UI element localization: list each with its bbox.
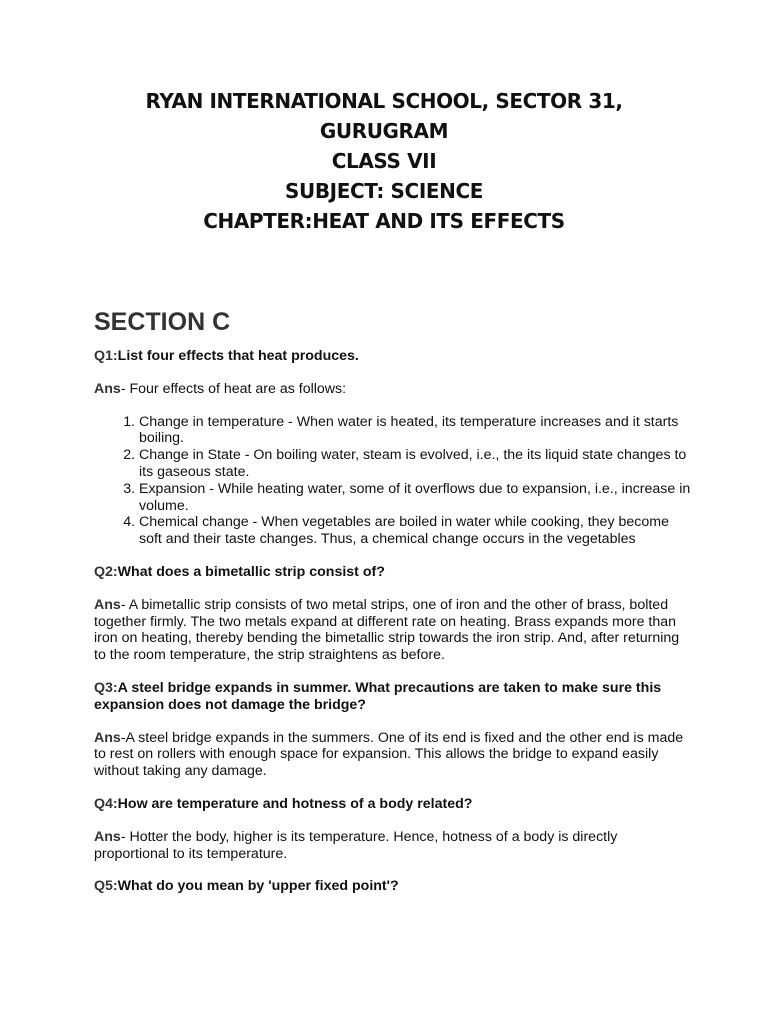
answer-text: - Hotter the body, higher is its temperature. Hence, hotness of a body is directly proportional to its temperature. [94,828,618,862]
school-name: RYAN INTERNATIONAL SCHOOL, SECTOR 31, [145,89,623,113]
question-number: Q4: [94,795,118,812]
list-item: 4. Chemical change - When vegetables are boiled in water while cooking, they become soft and their taste changes. Thus, a chemical change occurs in the vegetables [139,514,694,548]
subject-label: SUBJECT: SCIENCE [284,179,484,203]
question-text: A steel bridge expands in summer. What precautions are taken to make sure this expansion does not damage the bridge? [94,679,662,713]
chapter-label: CHAPTER:HEAT AND ITS EFFECTS [203,209,565,233]
question-number: Q3: [94,679,118,696]
document-header [0,86,768,236]
answer-label: Ans [94,828,121,845]
answer-label: Ans [94,729,121,746]
question-text: List four effects that heat produces. [117,348,359,364]
question-number: Q1: [94,348,118,364]
list-item: 2. Change in State - On boiling water, steam is evolved, i.e., the its liquid state changes to its gaseous state. [139,447,694,481]
question-number: Q5: [94,878,118,895]
question-3 [94,680,694,714]
question-5 [94,878,694,895]
answer-4 [94,829,694,863]
class-label: CLASS VII [331,149,437,173]
answer-text: - Four effects of heat are as follows: [120,380,347,397]
answer-label: Ans [94,380,121,397]
question-text: How are temperature and hotness of a body related? [117,795,473,812]
answer-text: -A steel bridge expands in the summers. One of its end is fixed and the other end is made to rest on rollers with enough space for expansion. This allows the bridge to expand easily without taking any damage. [94,729,684,780]
answer-1 [94,381,694,398]
effects-list [94,414,694,548]
school-city: GURUGRAM [319,119,449,143]
document-body [94,305,694,911]
list-item: 1. Change in temperature - When water is heated, its temperature increases and it starts boiling. [139,414,694,448]
section-title: SECTION C [94,308,231,336]
list-item: 3. Expansion - While heating water, some of it overflows due to expansion, i.e., increase in volume. [139,481,694,515]
answer-label: Ans [94,596,121,613]
question-text: What does a bimetallic strip consist of? [117,563,385,580]
question-4 [94,796,694,813]
question-number: Q2: [94,563,118,580]
answer-text: - A bimetallic strip consists of two metal strips, one of iron and the other of brass, bolted together firmly. The two metals expand at different rate on heating. Brass expands more than iron on heating, thereby bending the bimetallic strip towards the iron strip. And, after returning to the room temperature, the strip straightens as before. [94,596,680,664]
answer-3 [94,730,694,780]
question-2 [94,564,694,581]
answer-2 [94,597,694,664]
question-1 [94,348,694,365]
question-text: What do you mean by 'upper fixed point'? [117,878,399,895]
